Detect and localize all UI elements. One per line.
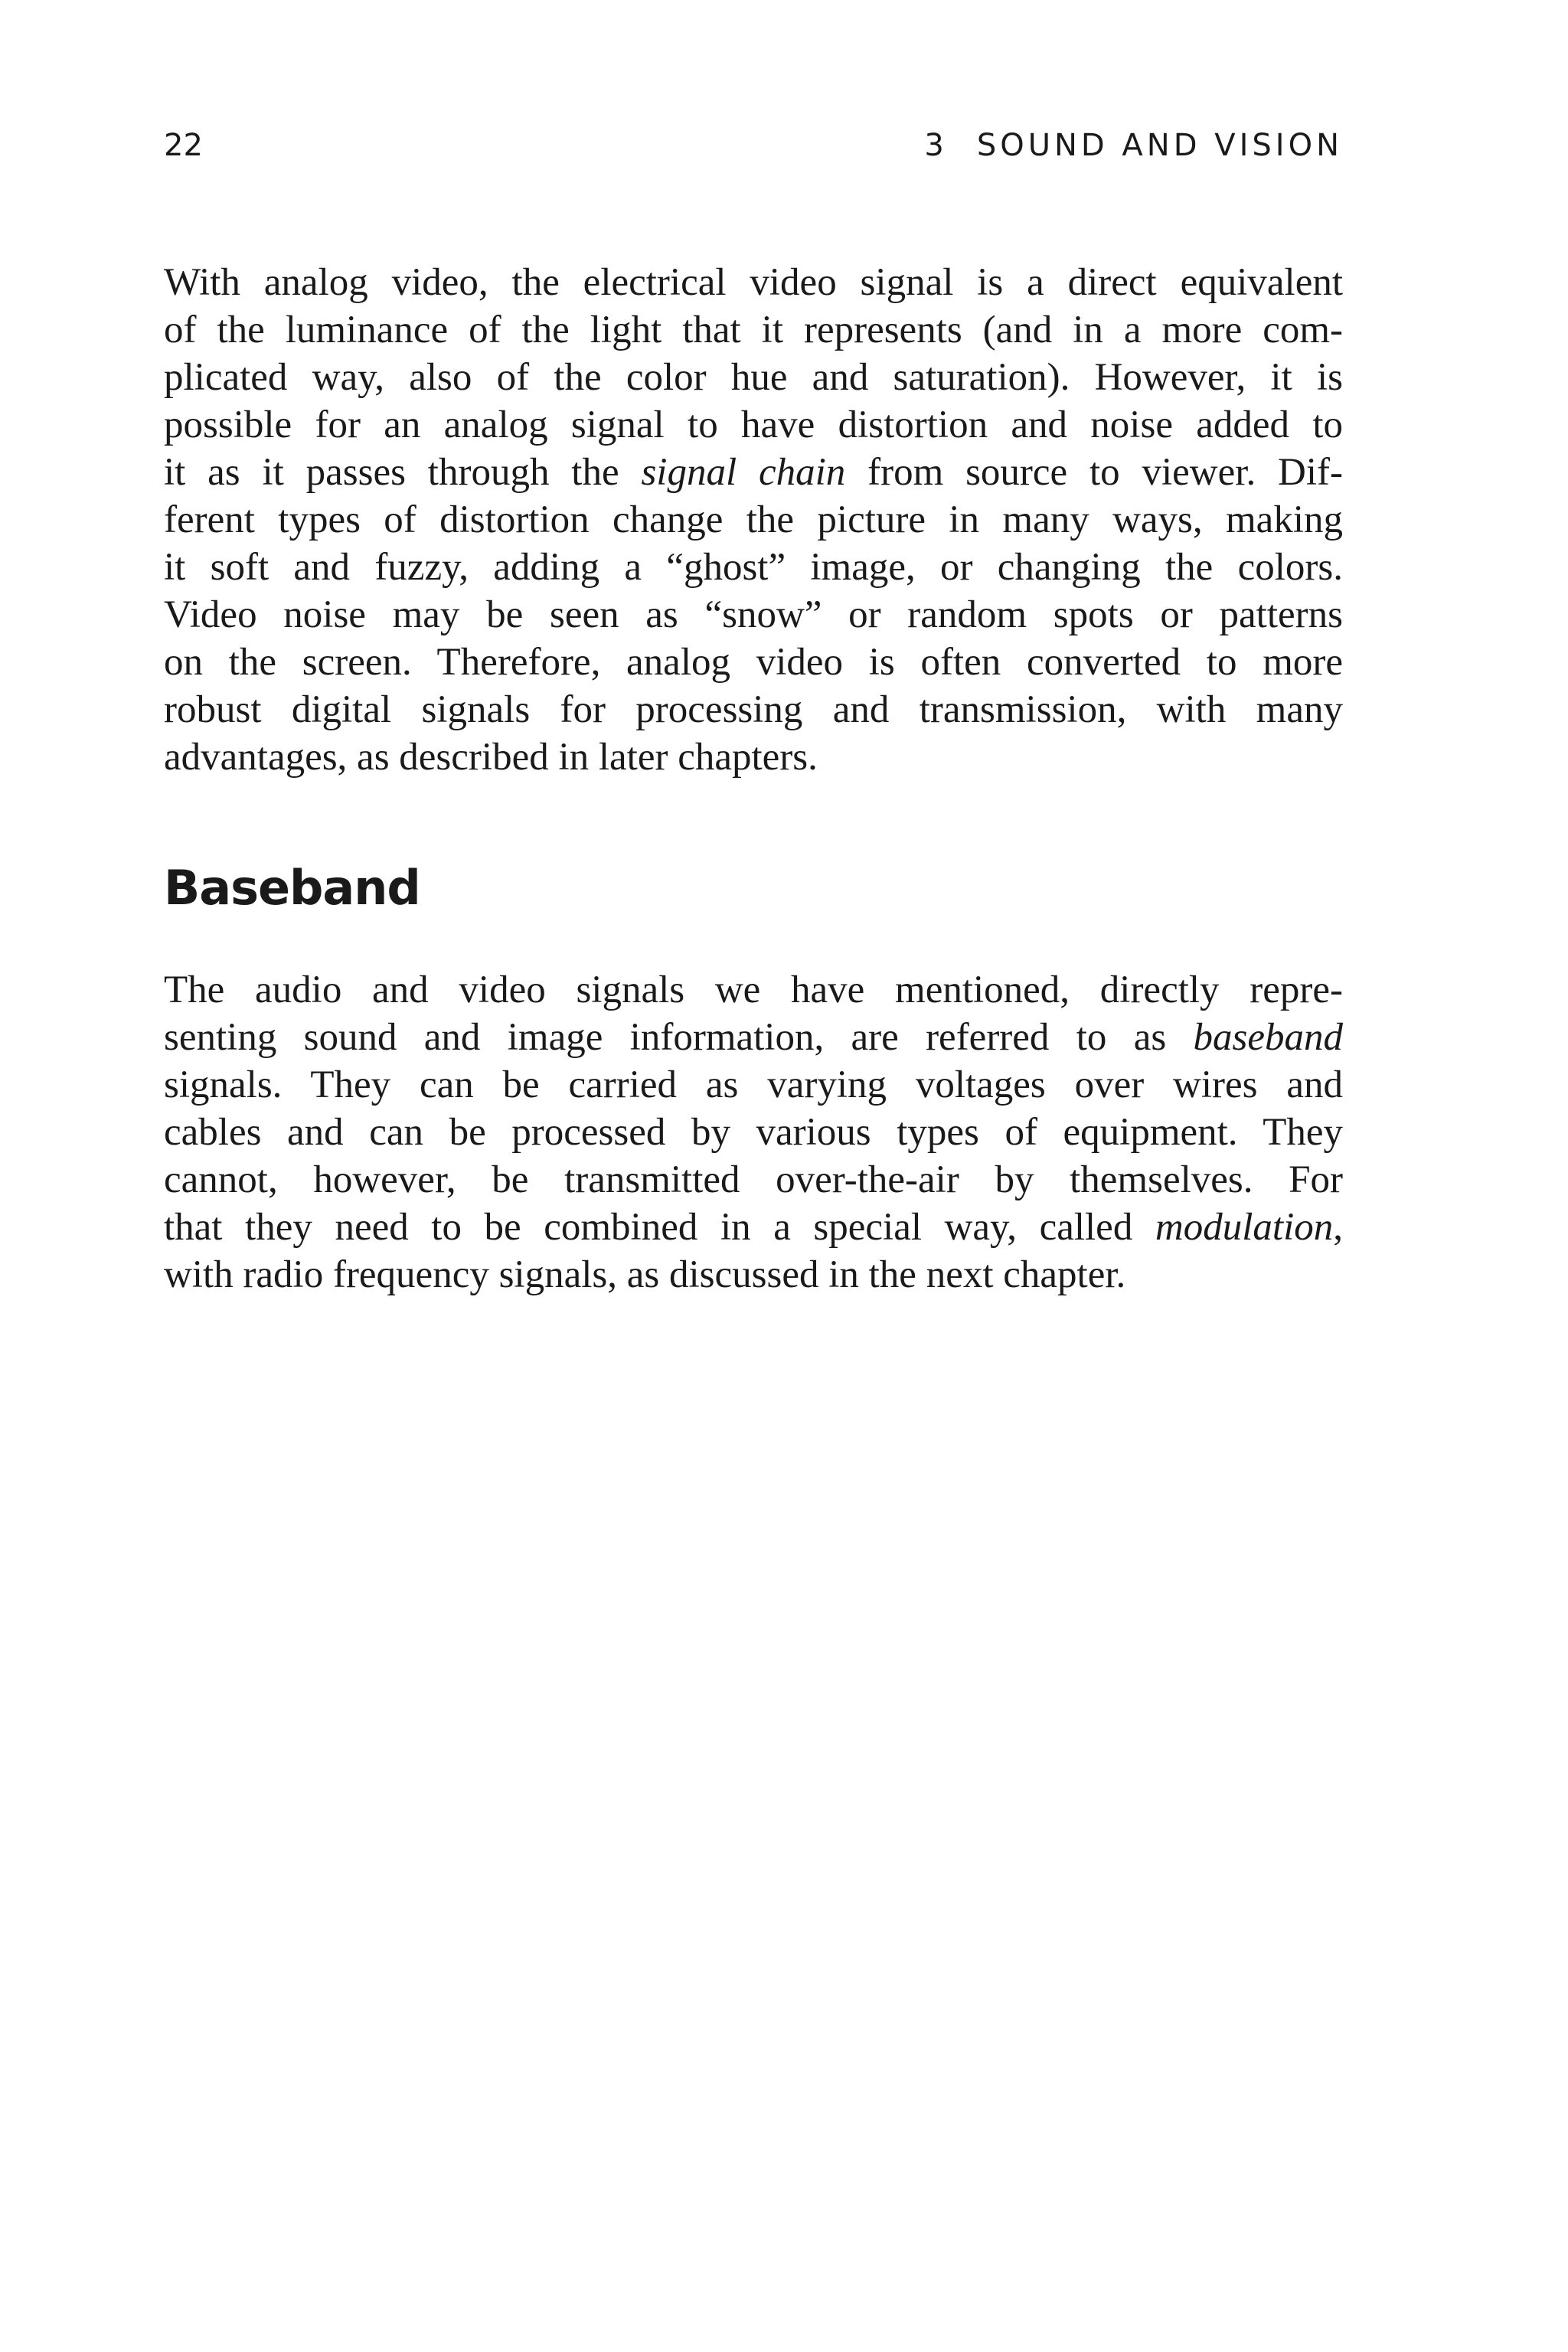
text-segment: from source to viewer. Dif-: [845, 451, 1343, 494]
text-line: cables and can be processed by various types of equipment. They: [164, 1111, 1343, 1154]
running-head: [164, 122, 1343, 168]
text-line: on the screen. Therefore, analog video is often converted to more: [164, 641, 1343, 684]
italic-term-baseband: baseband: [1193, 1016, 1343, 1059]
text-line: signals. They can be carried as varying voltages over wires and: [164, 1063, 1343, 1106]
text-line: [164, 1204, 1343, 1251]
chapter-running-title: [924, 122, 1343, 168]
text-line: [164, 1014, 1343, 1061]
text-line: advantages, as described in later chapters.: [164, 736, 818, 779]
text-line: it soft and fuzzy, adding a “ghost” image, or changing the colors.: [164, 546, 1343, 589]
italic-term-signal-chain: signal chain: [641, 451, 846, 494]
text-line: possible for an analog signal to have distortion and noise added to: [164, 403, 1343, 446]
text-line: of the luminance of the light that it represents (and in a more com-: [164, 309, 1343, 351]
chapter-number: 3: [924, 128, 948, 163]
text-line: The audio and video signals we have mentioned, directly repre-: [164, 969, 1343, 1011]
text-line: With analog video, the electrical video signal is a direct equivalent: [164, 261, 1343, 304]
chapter-title: SOUND AND VISION: [976, 128, 1343, 163]
section-heading: Baseband: [164, 860, 420, 916]
paragraph-baseband: [164, 966, 1343, 1298]
text-segment: senting sound and image information, are referred to as: [164, 1016, 1194, 1059]
text-line: robust digital signals for processing and transmission, with many: [164, 688, 1343, 731]
text-segment: it as it passes through the: [164, 451, 642, 494]
italic-term-modulation: modulation: [1155, 1206, 1334, 1249]
text-segment: that they need to be combined in a special way, called: [164, 1206, 1155, 1249]
text-line: with radio frequency signals, as discussed in the next chapter.: [164, 1253, 1126, 1296]
text-line: cannot, however, be transmitted over-the-air by themselves. For: [164, 1158, 1343, 1201]
text-line: ferent types of distortion change the picture in many ways, making: [164, 498, 1343, 541]
text-line: Video noise may be seen as “snow” or random spots or patterns: [164, 593, 1343, 636]
text-line: [164, 449, 1343, 496]
page-number: 22: [164, 128, 203, 163]
text-line: plicated way, also of the color hue and saturation). However, it is: [164, 356, 1343, 399]
paragraph-analog-video: [164, 259, 1343, 781]
text-segment: ,: [1333, 1206, 1343, 1249]
